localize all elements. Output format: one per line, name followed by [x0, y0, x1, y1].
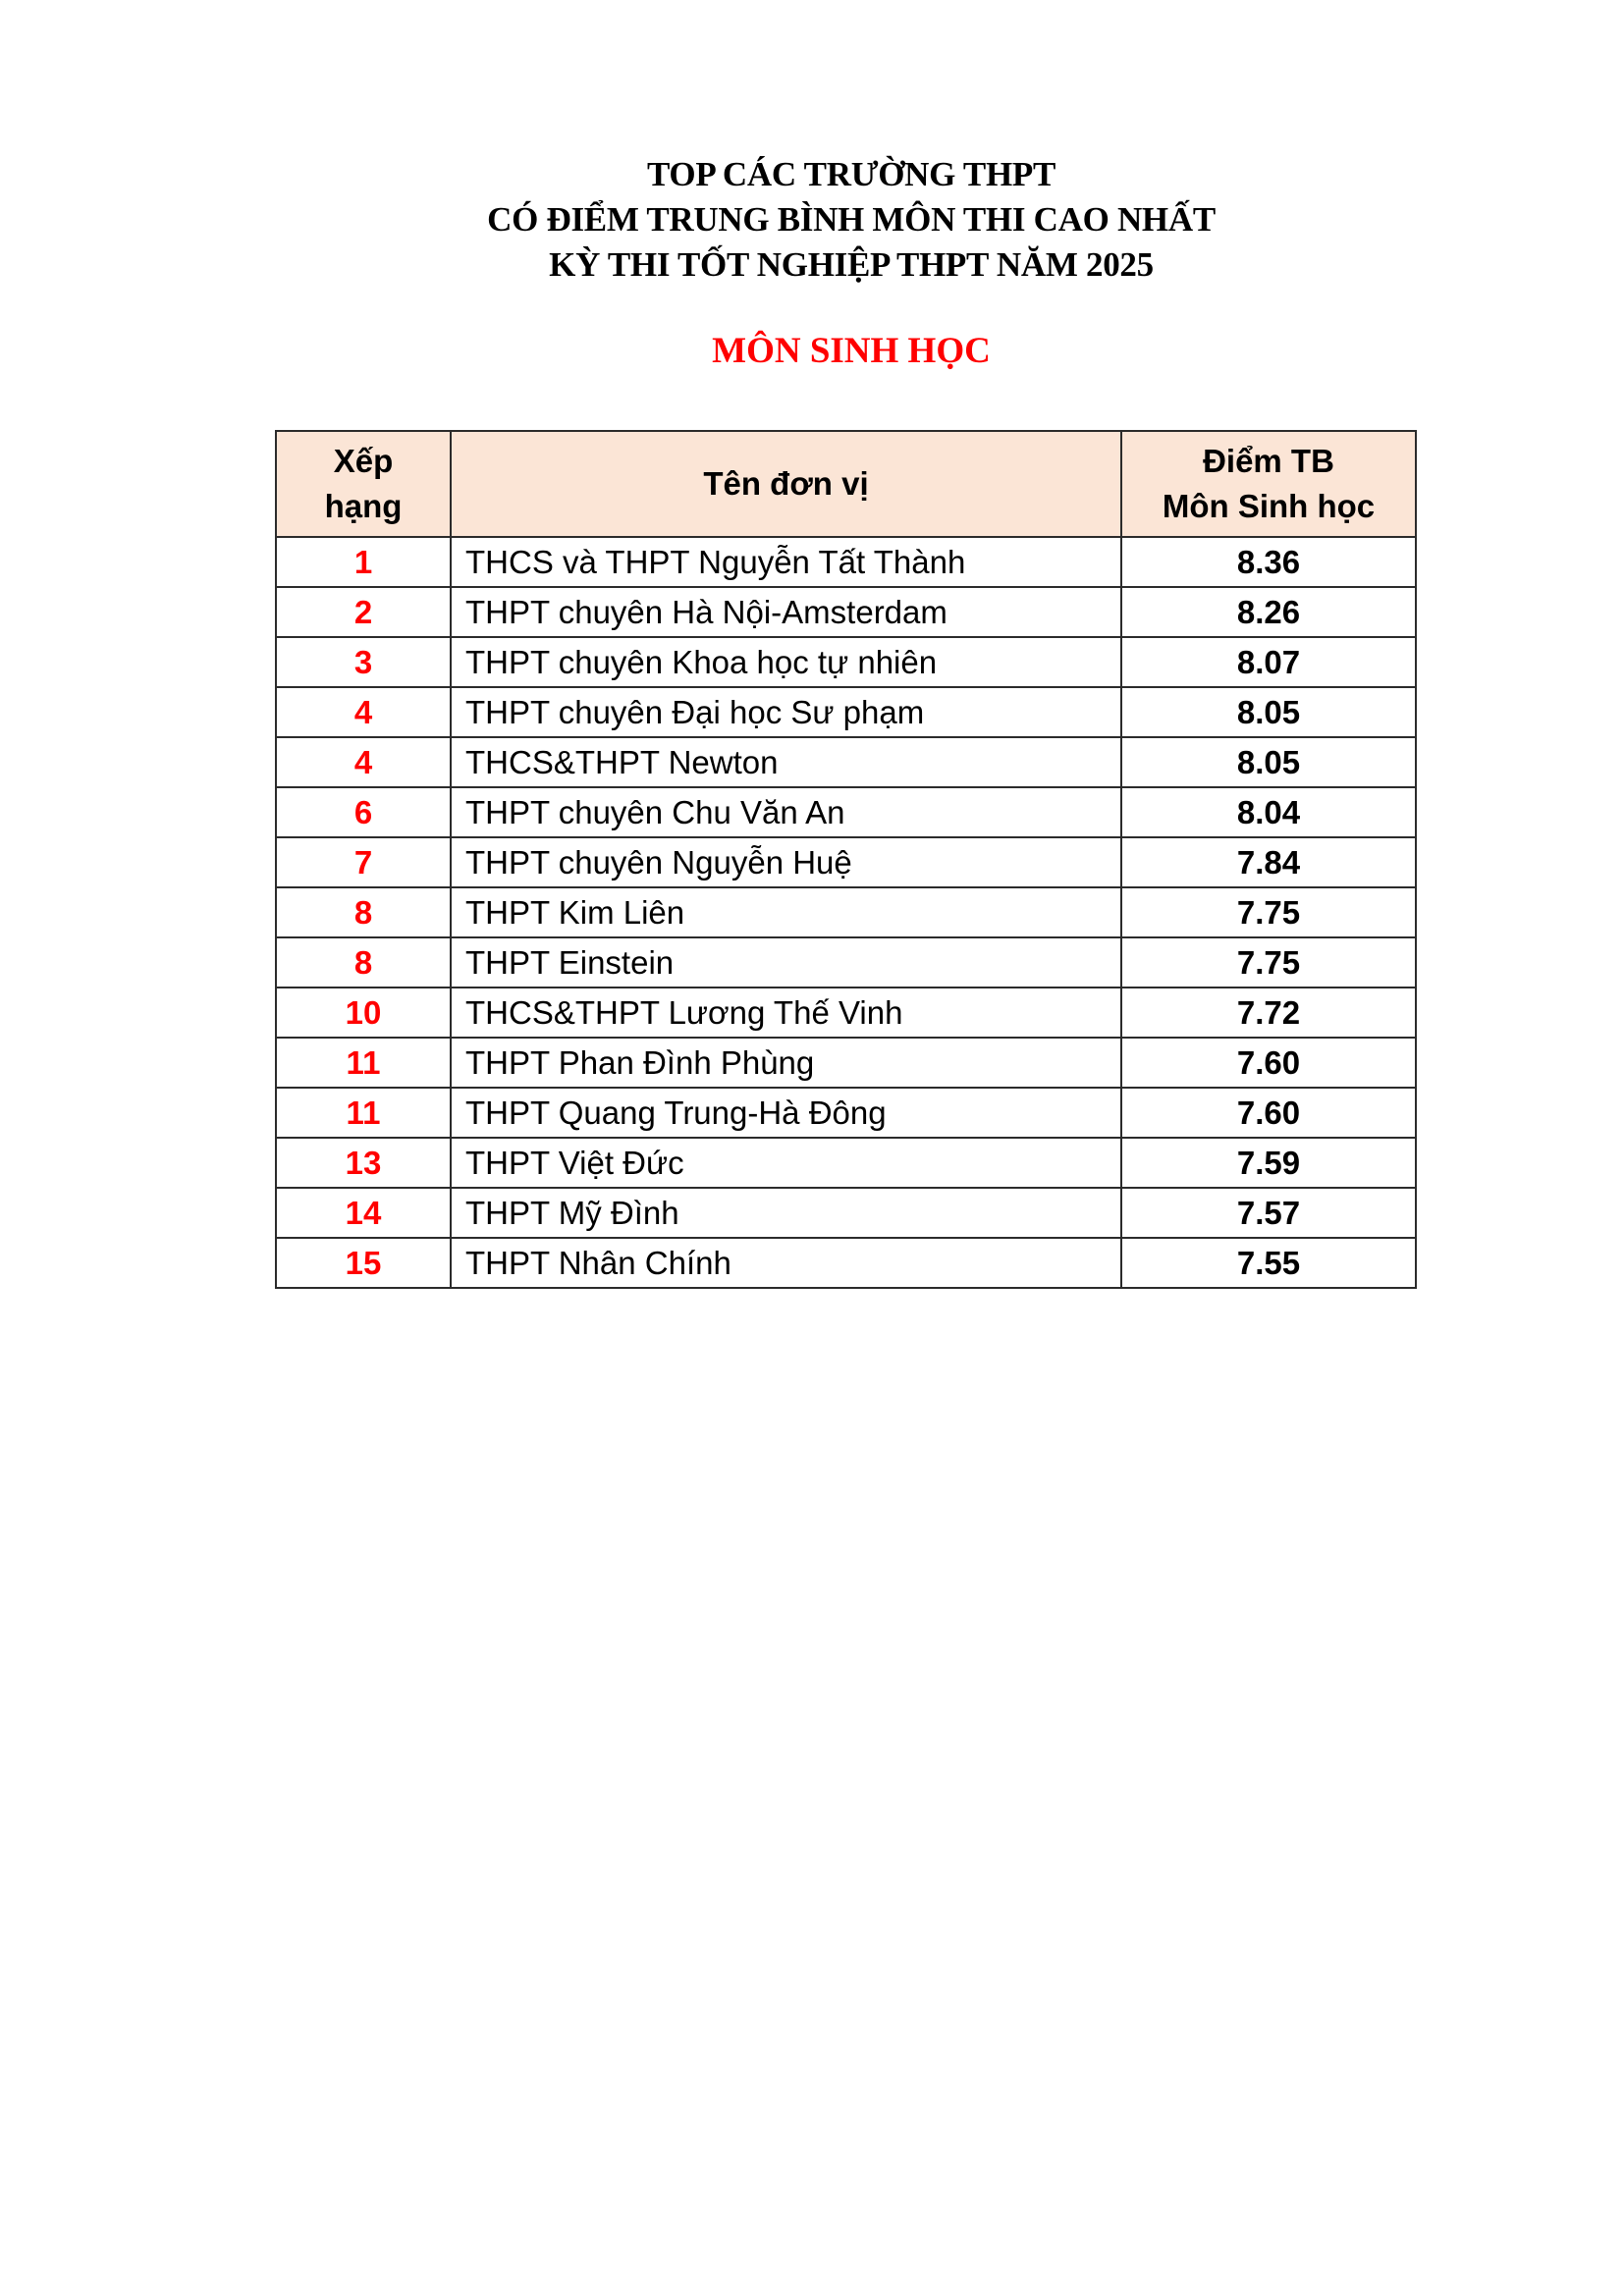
score-cell: 7.72: [1121, 988, 1416, 1038]
table-row: [276, 1238, 1416, 1288]
school-name-cell: THPT Việt Đức: [451, 1138, 1121, 1188]
rank-cell: 1: [276, 537, 451, 587]
school-name-cell: THPT chuyên Hà Nội-Amsterdam: [451, 587, 1121, 637]
rank-cell: 2: [276, 587, 451, 637]
header-score-line1: Điểm TB: [1203, 443, 1334, 479]
school-name-cell: THPT Nhân Chính: [451, 1238, 1121, 1288]
rank-cell: 7: [276, 837, 451, 887]
rank-cell: 4: [276, 737, 451, 787]
rank-cell: 8: [276, 887, 451, 937]
score-cell: 7.59: [1121, 1138, 1416, 1188]
score-cell: 7.60: [1121, 1038, 1416, 1088]
header-rank-line2: hạng: [324, 488, 403, 524]
rank-cell: 11: [276, 1088, 451, 1138]
rank-cell: 15: [276, 1238, 451, 1288]
table-row: [276, 937, 1416, 988]
header-name: Tên đơn vị: [451, 431, 1121, 537]
school-name-cell: THCS&THPT Lương Thế Vinh: [451, 988, 1121, 1038]
rank-cell: 13: [276, 1138, 451, 1188]
rank-cell: 8: [276, 937, 451, 988]
header-rank-line1: Xếp: [333, 443, 394, 479]
table-row: [276, 587, 1416, 637]
header-score: [1121, 431, 1416, 537]
ranking-table: [275, 430, 1417, 1289]
score-cell: 7.75: [1121, 887, 1416, 937]
table-row: [276, 537, 1416, 587]
school-name-cell: THPT chuyên Nguyễn Huệ: [451, 837, 1121, 887]
title-line-1: TOP CÁC TRƯỜNG THPT: [647, 155, 1056, 193]
school-name-cell: THPT Einstein: [451, 937, 1121, 988]
score-cell: 8.04: [1121, 787, 1416, 837]
score-cell: 8.26: [1121, 587, 1416, 637]
school-name-cell: THPT chuyên Khoa học tự nhiên: [451, 637, 1121, 687]
score-cell: 8.05: [1121, 737, 1416, 787]
rank-cell: 10: [276, 988, 451, 1038]
table-row: [276, 988, 1416, 1038]
title-line-2: CÓ ĐIỂM TRUNG BÌNH MÔN THI CAO NHẤT: [487, 200, 1216, 239]
table-row: [276, 687, 1416, 737]
rank-cell: 4: [276, 687, 451, 737]
score-cell: 7.57: [1121, 1188, 1416, 1238]
rank-cell: 14: [276, 1188, 451, 1238]
score-cell: 8.36: [1121, 537, 1416, 587]
score-cell: 7.55: [1121, 1238, 1416, 1288]
table-header-row: [276, 431, 1416, 537]
subject-heading: MÔN SINH HỌC: [712, 331, 991, 371]
table-row: [276, 837, 1416, 887]
table-row: [276, 1138, 1416, 1188]
document-title: [0, 152, 1624, 288]
table-row: [276, 887, 1416, 937]
school-name-cell: THCS&THPT Newton: [451, 737, 1121, 787]
school-name-cell: THPT chuyên Đại học Sư phạm: [451, 687, 1121, 737]
table-row: [276, 1088, 1416, 1138]
rank-cell: 3: [276, 637, 451, 687]
school-name-cell: THPT Mỹ Đình: [451, 1188, 1121, 1238]
header-rank: [276, 431, 451, 537]
score-cell: 7.75: [1121, 937, 1416, 988]
school-name-cell: THPT chuyên Chu Văn An: [451, 787, 1121, 837]
rank-cell: 11: [276, 1038, 451, 1088]
title-line-3: KỲ THI TỐT NGHIỆP THPT NĂM 2025: [549, 245, 1154, 284]
score-cell: 7.84: [1121, 837, 1416, 887]
school-name-cell: THCS và THPT Nguyễn Tất Thành: [451, 537, 1121, 587]
table-row: [276, 637, 1416, 687]
table-row: [276, 787, 1416, 837]
rank-cell: 6: [276, 787, 451, 837]
table-row: [276, 1038, 1416, 1088]
score-cell: 7.60: [1121, 1088, 1416, 1138]
header-score-line2: Môn Sinh học: [1162, 488, 1376, 524]
school-name-cell: THPT Kim Liên: [451, 887, 1121, 937]
school-name-cell: THPT Quang Trung-Hà Đông: [451, 1088, 1121, 1138]
table-row: [276, 1188, 1416, 1238]
table-row: [276, 737, 1416, 787]
school-name-cell: THPT Phan Đình Phùng: [451, 1038, 1121, 1088]
score-cell: 8.05: [1121, 687, 1416, 737]
score-cell: 8.07: [1121, 637, 1416, 687]
